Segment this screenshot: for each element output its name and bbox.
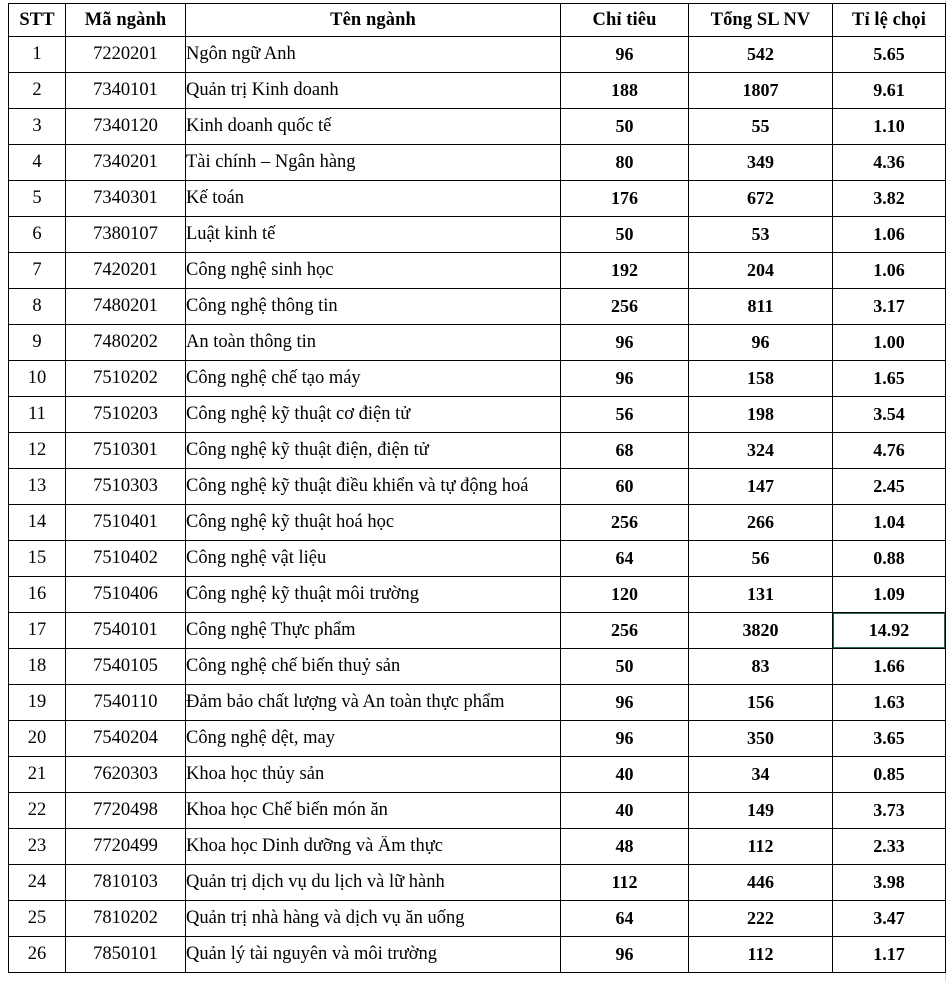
cell-competition-ratio[interactable]: 3.65	[833, 721, 946, 757]
cell-major-code[interactable]: 7340101	[66, 73, 186, 109]
table-row[interactable]	[9, 109, 946, 145]
cell-stt[interactable]: 21	[9, 757, 66, 793]
major-name-text: Quản trị nhà hàng và dịch vụ ăn uống	[186, 908, 465, 928]
cell-total-applicants[interactable]: 149	[689, 793, 833, 829]
table-row[interactable]	[9, 577, 946, 613]
cell-major-name[interactable]	[186, 757, 561, 793]
cell-major-code[interactable]: 7480202	[66, 325, 186, 361]
cell-major-code[interactable]: 7620303	[66, 757, 186, 793]
major-name-text: Công nghệ kỹ thuật điện, điện tử	[186, 440, 429, 460]
cell-major-name[interactable]	[186, 433, 561, 469]
cell-total-applicants[interactable]: 350	[689, 721, 833, 757]
cell-quota[interactable]: 96	[561, 937, 689, 973]
cell-major-code[interactable]: 7810103	[66, 865, 186, 901]
cell-major-name[interactable]	[186, 793, 561, 829]
major-name-text: Khoa học Dinh dưỡng và Ẩm thực	[186, 836, 443, 856]
cell-quota[interactable]: 68	[561, 433, 689, 469]
table-row[interactable]	[9, 829, 946, 865]
cell-competition-ratio[interactable]: 3.17	[833, 289, 946, 325]
column-header-stt[interactable]: STT	[9, 4, 66, 37]
cell-quota[interactable]: 48	[561, 829, 689, 865]
cell-total-applicants[interactable]: 542	[689, 37, 833, 73]
table-row[interactable]	[9, 181, 946, 217]
cell-quota[interactable]: 40	[561, 793, 689, 829]
major-name-text: Công nghệ kỹ thuật hoá học	[186, 512, 395, 532]
major-name-text: Khoa học Chế biến món ăn	[186, 800, 388, 820]
major-name-text: Quản trị Kinh doanh	[186, 80, 339, 100]
column-header-quota[interactable]: Chỉ tiêu	[561, 4, 689, 37]
cell-total-applicants[interactable]: 112	[689, 937, 833, 973]
cell-quota[interactable]: 96	[561, 361, 689, 397]
table-row[interactable]	[9, 721, 946, 757]
table-row[interactable]	[9, 901, 946, 937]
cell-major-code[interactable]: 7540110	[66, 685, 186, 721]
major-name-text: Công nghệ sinh học	[186, 260, 334, 280]
cell-quota[interactable]: 80	[561, 145, 689, 181]
major-name-text: Tài chính – Ngân hàng	[186, 152, 356, 172]
cell-total-applicants[interactable]: 672	[689, 181, 833, 217]
cell-quota[interactable]: 176	[561, 181, 689, 217]
cell-competition-ratio[interactable]: 1.09	[833, 577, 946, 613]
cell-competition-ratio[interactable]: 3.73	[833, 793, 946, 829]
cell-stt[interactable]: 26	[9, 937, 66, 973]
cell-major-name[interactable]	[186, 865, 561, 901]
cell-quota[interactable]: 256	[561, 505, 689, 541]
cell-quota[interactable]: 50	[561, 109, 689, 145]
cell-stt[interactable]: 23	[9, 829, 66, 865]
cell-major-name[interactable]	[186, 937, 561, 973]
cell-competition-ratio[interactable]: 1.17	[833, 937, 946, 973]
table-row[interactable]	[9, 397, 946, 433]
cell-major-code[interactable]: 7510406	[66, 577, 186, 613]
cell-major-code[interactable]: 7810202	[66, 901, 186, 937]
cell-stt[interactable]: 3	[9, 109, 66, 145]
cell-stt[interactable]: 11	[9, 397, 66, 433]
cell-major-name[interactable]	[186, 829, 561, 865]
cell-total-applicants[interactable]: 266	[689, 505, 833, 541]
cell-stt[interactable]: 9	[9, 325, 66, 361]
cell-quota[interactable]: 64	[561, 541, 689, 577]
cell-stt[interactable]: 18	[9, 649, 66, 685]
cell-major-code[interactable]: 7850101	[66, 937, 186, 973]
table-row[interactable]	[9, 253, 946, 289]
cell-major-name[interactable]	[186, 613, 561, 649]
cell-major-name[interactable]	[186, 217, 561, 253]
cell-total-applicants[interactable]: 158	[689, 361, 833, 397]
cell-major-code[interactable]: 7540105	[66, 649, 186, 685]
cell-major-name[interactable]	[186, 685, 561, 721]
cell-stt[interactable]: 10	[9, 361, 66, 397]
cell-major-code[interactable]: 7480201	[66, 289, 186, 325]
header-row	[9, 4, 946, 37]
table-row[interactable]	[9, 649, 946, 685]
cell-competition-ratio-selected[interactable]: 14.92	[833, 613, 946, 649]
column-header-code[interactable]: Mã ngành	[66, 4, 186, 37]
cell-major-code[interactable]: 7340120	[66, 109, 186, 145]
column-header-name[interactable]: Tên ngành	[186, 4, 561, 37]
cell-stt[interactable]: 13	[9, 469, 66, 505]
table-row[interactable]	[9, 757, 946, 793]
cell-stt[interactable]: 20	[9, 721, 66, 757]
cell-major-code[interactable]: 7340301	[66, 181, 186, 217]
cell-major-name[interactable]	[186, 397, 561, 433]
cell-total-applicants[interactable]: 96	[689, 325, 833, 361]
cell-quota[interactable]: 40	[561, 757, 689, 793]
cell-competition-ratio[interactable]: 3.54	[833, 397, 946, 433]
cell-total-applicants[interactable]: 112	[689, 829, 833, 865]
cell-stt[interactable]: 15	[9, 541, 66, 577]
cell-quota[interactable]: 64	[561, 901, 689, 937]
cell-major-name[interactable]	[186, 721, 561, 757]
table-row[interactable]	[9, 685, 946, 721]
cell-major-name[interactable]	[186, 901, 561, 937]
cell-stt[interactable]: 22	[9, 793, 66, 829]
cell-stt[interactable]: 24	[9, 865, 66, 901]
cell-major-code[interactable]: 7510303	[66, 469, 186, 505]
cell-quota[interactable]: 60	[561, 469, 689, 505]
table-row[interactable]	[9, 361, 946, 397]
cell-major-name[interactable]	[186, 73, 561, 109]
major-name-text: An toàn thông tin	[186, 332, 317, 352]
cell-competition-ratio[interactable]: 1.66	[833, 649, 946, 685]
cell-competition-ratio[interactable]: 0.88	[833, 541, 946, 577]
cell-major-name[interactable]	[186, 253, 561, 289]
cell-major-code[interactable]: 7540101	[66, 613, 186, 649]
cell-major-name[interactable]	[186, 649, 561, 685]
major-name-text: Kế toán	[186, 188, 245, 208]
cell-quota[interactable]: 120	[561, 577, 689, 613]
cell-major-code[interactable]: 7540204	[66, 721, 186, 757]
major-name-text: Công nghệ chế biến thuỷ sản	[186, 656, 401, 676]
cell-stt[interactable]: 6	[9, 217, 66, 253]
cell-competition-ratio[interactable]: 1.63	[833, 685, 946, 721]
cell-major-name[interactable]	[186, 577, 561, 613]
cell-total-applicants[interactable]: 222	[689, 901, 833, 937]
table-row[interactable]	[9, 937, 946, 973]
cell-quota[interactable]: 256	[561, 613, 689, 649]
cell-quota[interactable]: 50	[561, 217, 689, 253]
cell-competition-ratio[interactable]: 4.76	[833, 433, 946, 469]
table-body	[9, 37, 946, 973]
column-header-ratio[interactable]: Tỉ lệ chọi	[833, 4, 946, 37]
cell-competition-ratio[interactable]: 3.98	[833, 865, 946, 901]
cell-competition-ratio[interactable]: 3.82	[833, 181, 946, 217]
cell-major-name[interactable]	[186, 469, 561, 505]
major-name-text: Đảm bảo chất lượng và An toàn thực phẩm	[186, 692, 505, 712]
cell-total-applicants[interactable]: 198	[689, 397, 833, 433]
cell-total-applicants[interactable]: 204	[689, 253, 833, 289]
cell-competition-ratio[interactable]: 1.10	[833, 109, 946, 145]
cell-major-code[interactable]: 7510202	[66, 361, 186, 397]
cell-major-name[interactable]	[186, 109, 561, 145]
cell-major-code[interactable]: 7510401	[66, 505, 186, 541]
cell-major-name[interactable]	[186, 505, 561, 541]
cell-quota[interactable]: 256	[561, 289, 689, 325]
cell-major-name[interactable]	[186, 37, 561, 73]
major-name-text: Công nghệ kỹ thuật điều khiển và tự động hoá	[186, 476, 529, 496]
cell-competition-ratio[interactable]: 1.65	[833, 361, 946, 397]
cell-major-name[interactable]	[186, 289, 561, 325]
cell-quota[interactable]: 96	[561, 325, 689, 361]
cell-total-applicants[interactable]: 83	[689, 649, 833, 685]
table-row[interactable]	[9, 793, 946, 829]
cell-total-applicants[interactable]: 53	[689, 217, 833, 253]
table-row[interactable]	[9, 469, 946, 505]
cell-major-name[interactable]	[186, 361, 561, 397]
cell-major-code[interactable]: 7510203	[66, 397, 186, 433]
cell-total-applicants[interactable]: 34	[689, 757, 833, 793]
cell-total-applicants[interactable]: 324	[689, 433, 833, 469]
cell-quota[interactable]: 188	[561, 73, 689, 109]
admissions-table	[8, 3, 946, 973]
major-name-text: Công nghệ Thực phẩm	[186, 620, 356, 640]
cell-total-applicants[interactable]: 3820	[689, 613, 833, 649]
cell-major-code[interactable]: 7720499	[66, 829, 186, 865]
major-name-text: Công nghệ kỹ thuật cơ điện tử	[186, 404, 411, 424]
cell-competition-ratio[interactable]: 0.85	[833, 757, 946, 793]
cell-total-applicants[interactable]: 1807	[689, 73, 833, 109]
cell-competition-ratio[interactable]: 1.06	[833, 217, 946, 253]
cell-quota[interactable]: 192	[561, 253, 689, 289]
cell-stt[interactable]: 14	[9, 505, 66, 541]
table-row[interactable]	[9, 217, 946, 253]
cell-competition-ratio[interactable]: 5.65	[833, 37, 946, 73]
table-row[interactable]	[9, 613, 946, 649]
cell-competition-ratio[interactable]: 1.00	[833, 325, 946, 361]
cell-total-applicants[interactable]: 811	[689, 289, 833, 325]
column-header-total[interactable]: Tổng SL NV	[689, 4, 833, 37]
cell-competition-ratio[interactable]: 2.45	[833, 469, 946, 505]
cell-stt[interactable]: 25	[9, 901, 66, 937]
major-name-text: Công nghệ kỹ thuật môi trường	[186, 584, 420, 604]
cell-quota[interactable]: 112	[561, 865, 689, 901]
table-row[interactable]	[9, 865, 946, 901]
table-row[interactable]	[9, 505, 946, 541]
cell-total-applicants[interactable]: 446	[689, 865, 833, 901]
cell-quota[interactable]: 96	[561, 685, 689, 721]
cell-total-applicants[interactable]: 349	[689, 145, 833, 181]
cell-stt[interactable]: 1	[9, 37, 66, 73]
table-row[interactable]	[9, 145, 946, 181]
table-row[interactable]	[9, 541, 946, 577]
cell-major-name[interactable]	[186, 145, 561, 181]
cell-total-applicants[interactable]: 56	[689, 541, 833, 577]
cell-quota[interactable]: 56	[561, 397, 689, 433]
cell-competition-ratio[interactable]: 4.36	[833, 145, 946, 181]
cell-stt[interactable]: 4	[9, 145, 66, 181]
major-name-text: Công nghệ vật liệu	[186, 548, 327, 568]
cell-stt[interactable]: 12	[9, 433, 66, 469]
cell-major-name[interactable]	[186, 325, 561, 361]
cell-stt[interactable]: 2	[9, 73, 66, 109]
cell-quota[interactable]: 96	[561, 721, 689, 757]
cell-major-name[interactable]	[186, 181, 561, 217]
cell-competition-ratio[interactable]: 3.47	[833, 901, 946, 937]
table-row[interactable]	[9, 289, 946, 325]
cell-quota[interactable]: 96	[561, 37, 689, 73]
cell-stt[interactable]: 8	[9, 289, 66, 325]
major-name-text: Quản lý tài nguyên và môi trường	[186, 944, 438, 964]
cell-competition-ratio[interactable]: 2.33	[833, 829, 946, 865]
cell-stt[interactable]: 16	[9, 577, 66, 613]
cell-total-applicants[interactable]: 55	[689, 109, 833, 145]
table-row[interactable]	[9, 37, 946, 73]
cell-major-code[interactable]: 7340201	[66, 145, 186, 181]
cell-competition-ratio[interactable]: 1.06	[833, 253, 946, 289]
cell-major-code[interactable]: 7510301	[66, 433, 186, 469]
cell-major-code[interactable]: 7420201	[66, 253, 186, 289]
table-row[interactable]	[9, 325, 946, 361]
major-name-text: Khoa học thủy sản	[186, 764, 325, 784]
table-header	[9, 4, 946, 37]
cell-stt[interactable]: 7	[9, 253, 66, 289]
cell-quota[interactable]: 50	[561, 649, 689, 685]
cell-stt[interactable]: 5	[9, 181, 66, 217]
major-name-text: Ngôn ngữ Anh	[186, 44, 296, 64]
major-name-text: Quản trị dịch vụ du lịch và lữ hành	[186, 872, 445, 892]
major-name-text: Kinh doanh quốc tế	[186, 116, 332, 136]
major-name-text: Công nghệ thông tin	[186, 296, 338, 316]
cell-total-applicants[interactable]: 156	[689, 685, 833, 721]
major-name-text: Công nghệ dệt, may	[186, 728, 336, 748]
cell-total-applicants[interactable]: 147	[689, 469, 833, 505]
cell-major-code[interactable]: 7220201	[66, 37, 186, 73]
major-name-text: Luật kinh tế	[186, 224, 276, 244]
cell-major-code[interactable]: 7510402	[66, 541, 186, 577]
cell-total-applicants[interactable]: 131	[689, 577, 833, 613]
cell-major-code[interactable]: 7720498	[66, 793, 186, 829]
cell-stt[interactable]: 19	[9, 685, 66, 721]
cell-major-name[interactable]	[186, 541, 561, 577]
table-row[interactable]	[9, 433, 946, 469]
table-row[interactable]	[9, 73, 946, 109]
cell-competition-ratio[interactable]: 9.61	[833, 73, 946, 109]
cell-competition-ratio[interactable]: 1.04	[833, 505, 946, 541]
cell-stt[interactable]: 17	[9, 613, 66, 649]
cell-major-code[interactable]: 7380107	[66, 217, 186, 253]
major-name-text: Công nghệ chế tạo máy	[186, 368, 361, 388]
